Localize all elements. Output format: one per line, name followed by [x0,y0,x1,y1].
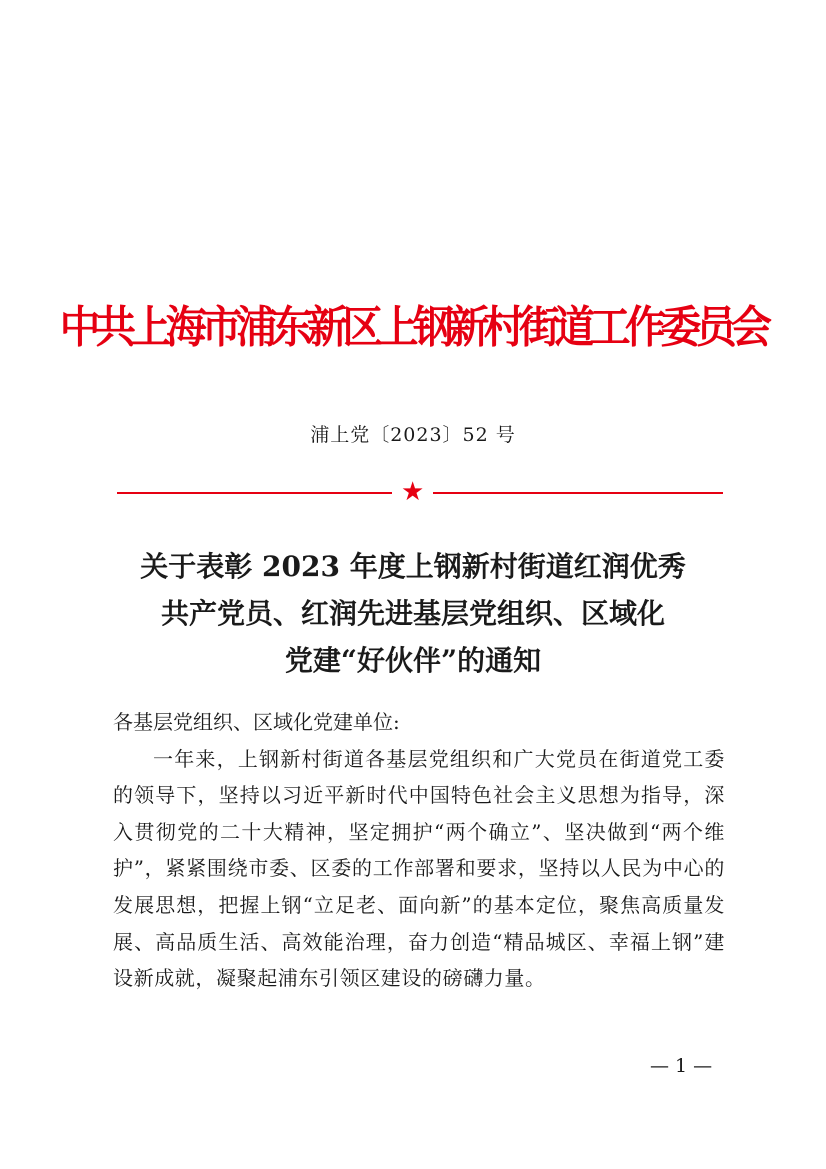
red-separator-rule [117,477,723,507]
notice-title [0,543,826,684]
page-number: — 1 — [650,1055,713,1077]
salutation: 各基层党组织、区域化党建单位: [113,710,400,734]
title-line-1: 关于表彰 2023 年度上钢新村街道红润优秀 [140,550,686,583]
red-rule-left-line [117,492,392,494]
document-number: 浦上党〔2023〕52 号 [310,424,516,446]
issuing-organization-header: 中共上海市浦东新区上钢新村街道工作委员会 [59,302,767,353]
body-paragraph: 一年来，上钢新村街道各基层党组织和广大党员在街道党工委的领导下，坚持以习近平新时代中国特色社会主义思想为指导，深入贯彻党的二十大精神，坚定拥护“两个确立”、坚决做到“两个维护”，紧紧围绕市委、区委的工作部署和要求，坚持以人民为中心的发展思想，把握上钢“立足老、面向新”的基本定位，聚焦高质量发展、高品质生活、高效能治理，奋力创造“精品城区、幸福上钢”建设新成就，凝聚起浦东引领区建设的磅礴力量。 [113,746,725,991]
title-line-2: 共产党员、红润先进基层党组织、区域化 [160,597,665,630]
title-line-3: 党建“好伙伴”的通知 [284,644,542,677]
red-rule-right-line [433,492,723,494]
notice-body [113,704,725,997]
red-star-icon: ★ [401,477,425,507]
